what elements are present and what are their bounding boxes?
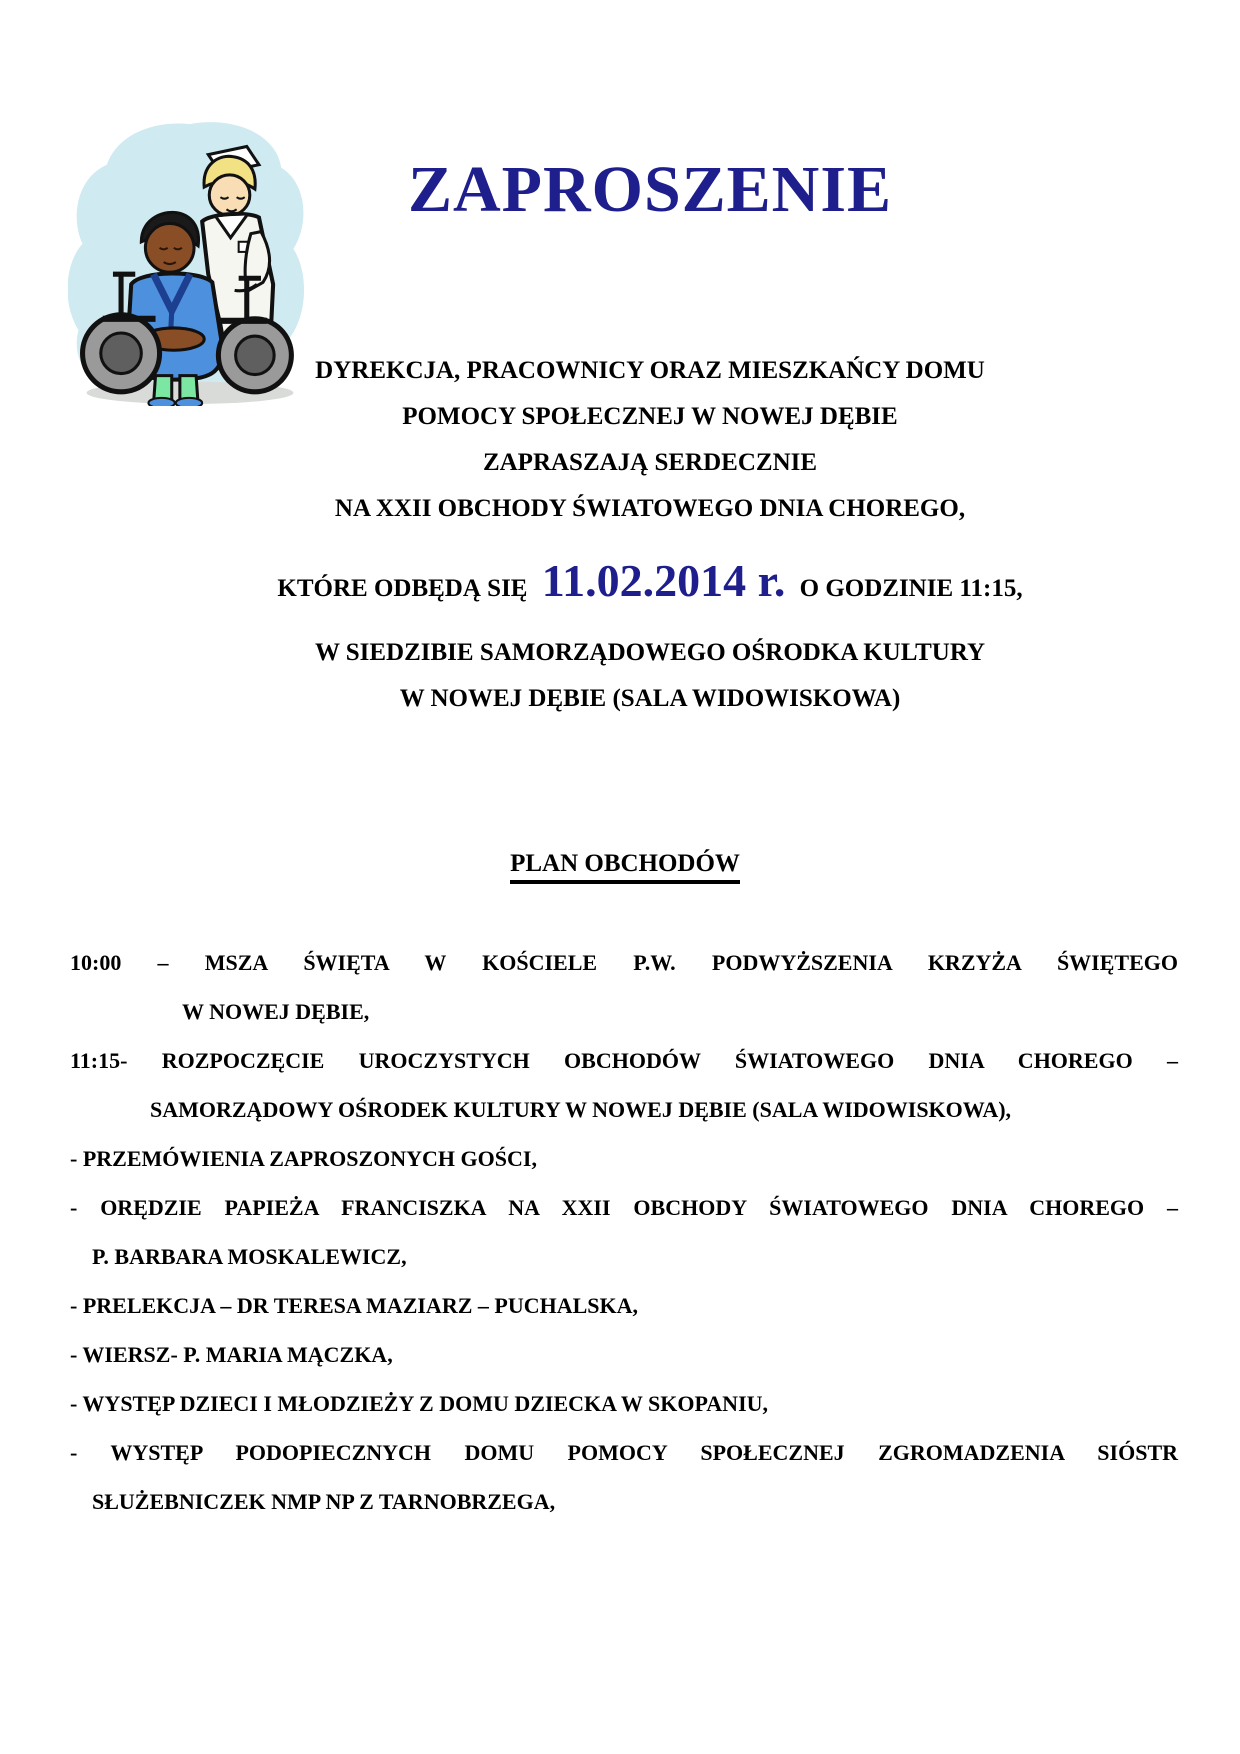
plan-line: - PRELEKCJA – DR TERESA MAZIARZ – PUCHALSKA, [70, 1293, 639, 1318]
plan-heading-text: PLAN OBCHODÓW [510, 850, 740, 884]
plan-line: SAMORZĄDOWY OŚRODEK KULTURY W NOWEJ DĘBIE (SALA WIDOWISKOWA), [150, 1097, 1012, 1122]
plan-line: - ORĘDZIE PAPIEŻA FRANCISZKA NA XXII OBCHODY ŚWIATOWEGO DNIA CHOREGO – [70, 1195, 1178, 1220]
event-date-line [120, 542, 1180, 620]
plan-line: - WYSTĘP DZIECI I MŁODZIEŻY Z DOMU DZIECKA W SKOPANIU, [70, 1391, 769, 1416]
plan-line: 11:15- ROZPOCZĘCIE UROCZYSTYCH OBCHODÓW ŚWIATOWEGO DNIA CHOREGO – [70, 1048, 1178, 1073]
plan-line: P. BARBARA MOSKALEWICZ, [92, 1244, 407, 1269]
plan-line: 10:00 – MSZA ŚWIĘTA W KOŚCIELE P.W. PODWYŻSZENIA KRZYŻA ŚWIĘTEGO [70, 950, 1178, 975]
plan-heading [70, 850, 1180, 878]
venue-block [120, 630, 1180, 722]
intro-line: POMOCY SPOŁECZNEJ W NOWEJ DĘBIE [402, 403, 898, 430]
event-date: 11.02.2014 r. [541, 555, 786, 606]
intro-block [120, 348, 1180, 722]
plan-line: - PRZEMÓWIENIA ZAPROSZONYCH GOŚCI, [70, 1146, 537, 1171]
intro-line: DYREKCJA, PRACOWNICY ORAZ MIESZKAŃCY DOMU [315, 357, 985, 384]
intro-line: NA XXII OBCHODY ŚWIATOWEGO DNIA CHOREGO, [334, 495, 966, 522]
plan-line: W NOWEJ DĘBIE, [182, 999, 370, 1024]
page-title: ZAPROSZENIE [407, 153, 893, 226]
date-suffix: O GODZINIE 11:15, [793, 575, 1023, 602]
plan-line: SŁUŻEBNICZEK NMP NP Z TARNOBRZEGA, [92, 1489, 556, 1514]
plan-line: - WIERSZ- P. MARIA MĄCZKA, [70, 1342, 393, 1367]
date-prefix: KTÓRE ODBĘDĄ SIĘ [277, 575, 534, 602]
intro-line: ZAPRASZAJĄ SERDECZNIE [482, 449, 818, 476]
plan-line: - WYSTĘP PODOPIECZNYCH DOMU POMOCY SPOŁECZNEJ ZGROMADZENIA SIÓSTR [70, 1440, 1178, 1465]
venue-line: W NOWEJ DĘBIE (SALA WIDOWISKOWA) [399, 685, 901, 712]
plan-list [70, 938, 1178, 1526]
venue-line: W SIEDZIBIE SAMORZĄDOWEGO OŚRODKA KULTURY [314, 639, 986, 666]
